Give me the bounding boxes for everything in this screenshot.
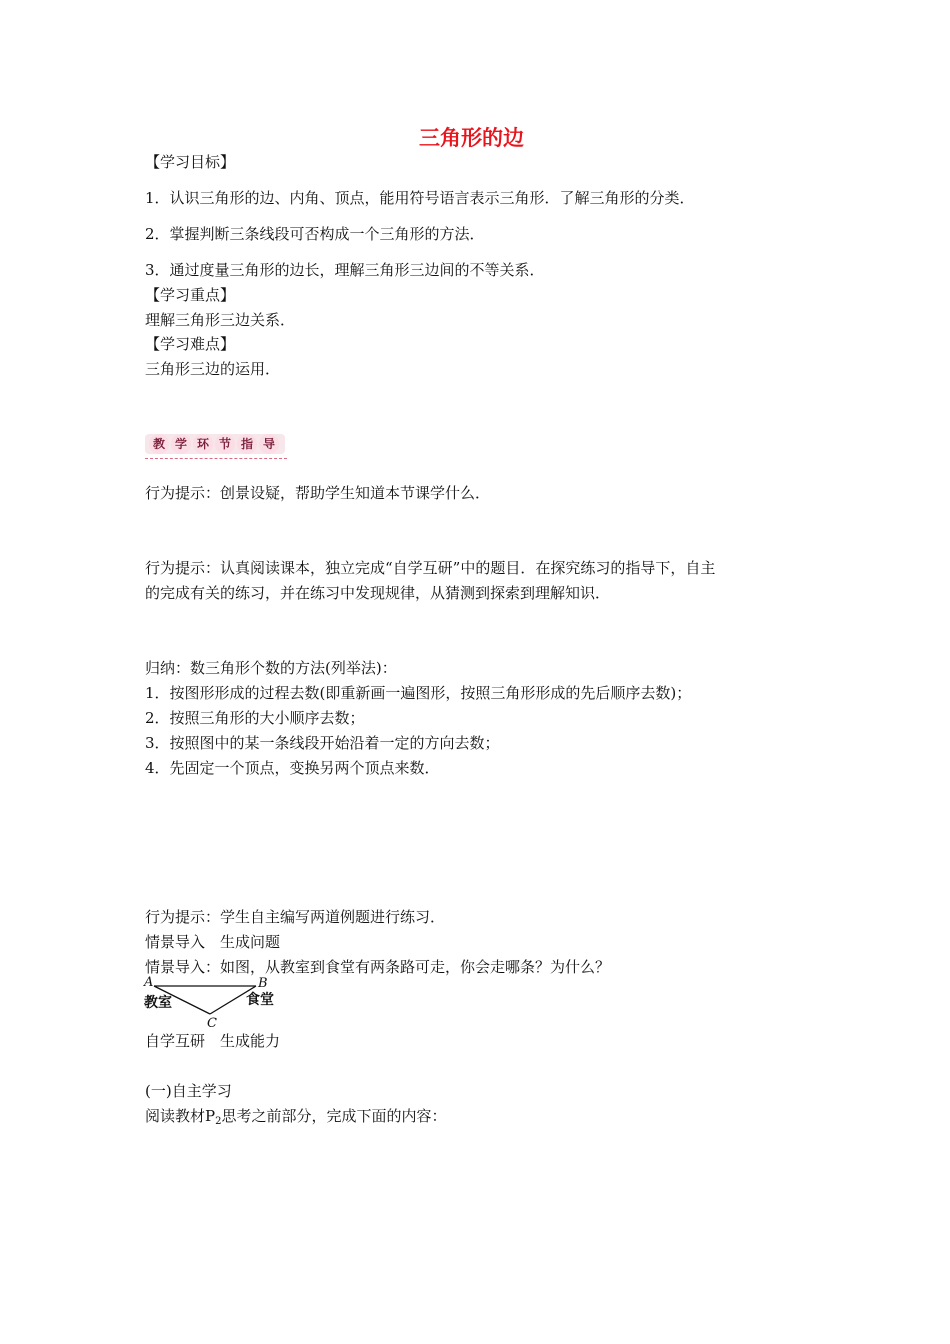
vertex-label-c: C <box>207 1016 217 1031</box>
badge-char: 指 <box>237 434 257 454</box>
canteen-label: 食堂 <box>246 992 274 1008</box>
badge-char: 学 <box>171 434 191 454</box>
self-study-text-before: 阅读教材P <box>145 1107 216 1125</box>
section-heading-self-study: 自学互研 生成能力 <box>145 1032 281 1050</box>
badge-char: 环 <box>193 434 213 454</box>
behavior-hint-3: 行为提示：学生自主编写两道例题进行练习． <box>145 908 446 926</box>
teaching-guide-badge <box>145 432 287 460</box>
difficulty-text: 三角形三边的运用． <box>145 360 281 378</box>
behavior-hint-2-line2: 的完成有关的练习，并在练习中发现规律，从猜测到探索到理解知识． <box>145 584 611 602</box>
vertex-label-b: B <box>258 976 268 991</box>
summary-item: 3．按照图中的某一条线段开始沿着一定的方向去数； <box>145 734 500 752</box>
scenario-text: 情景导入：如图，从教室到食堂有两条路可走，你会走哪条？为什么？ <box>145 958 611 976</box>
badge-text <box>149 434 279 454</box>
summary-item: 1．按图形形成的过程去数(即重新画一遍图形，按照三角形形成的先后顺序去数)； <box>145 684 692 702</box>
key-point-heading: 【学习重点】 <box>145 286 236 304</box>
objective-item: 3．通过度量三角形的边长，理解三角形三边间的不等关系． <box>145 261 545 279</box>
summary-heading: 归纳：数三角形个数的方法(列举法)： <box>145 659 397 677</box>
vertex-label-a: A <box>144 975 154 990</box>
badge-char: 教 <box>149 434 169 454</box>
badge-underline <box>145 458 287 459</box>
objectives-heading: 【学习目标】 <box>145 153 236 171</box>
route-figure <box>140 976 280 1032</box>
summary-item: 2．按照三角形的大小顺序去数； <box>145 709 365 727</box>
behavior-hint-2-line1: 行为提示：认真阅读课本，独立完成“自学互研”中的题目．在探究练习的指导下，自主 <box>145 559 716 577</box>
badge-char: 节 <box>215 434 235 454</box>
behavior-hint-1: 行为提示：创景设疑，帮助学生知道本节课学什么． <box>145 484 491 502</box>
section-heading-scenario: 情景导入 生成问题 <box>145 933 281 951</box>
self-study-heading: (一)自主学习 <box>145 1082 232 1100</box>
badge-char: 导 <box>259 434 279 454</box>
self-study-text <box>145 1106 446 1132</box>
summary-item: 4．先固定一个顶点，变换另两个顶点来数． <box>145 759 440 777</box>
key-point-text: 理解三角形三边关系． <box>145 311 296 329</box>
classroom-label: 教室 <box>144 995 172 1011</box>
self-study-text-after: 思考之前部分，完成下面的内容： <box>221 1107 447 1125</box>
objective-item: 1．认识三角形的边、内角、顶点，能用符号语言表示三角形．了解三角形的分类． <box>145 189 695 207</box>
difficulty-heading: 【学习难点】 <box>145 335 236 353</box>
objective-item: 2．掌握判断三条线段可否构成一个三角形的方法． <box>145 225 485 243</box>
page-title: 三角形的边 <box>419 125 524 150</box>
page-subscript: 2 <box>215 1116 222 1127</box>
